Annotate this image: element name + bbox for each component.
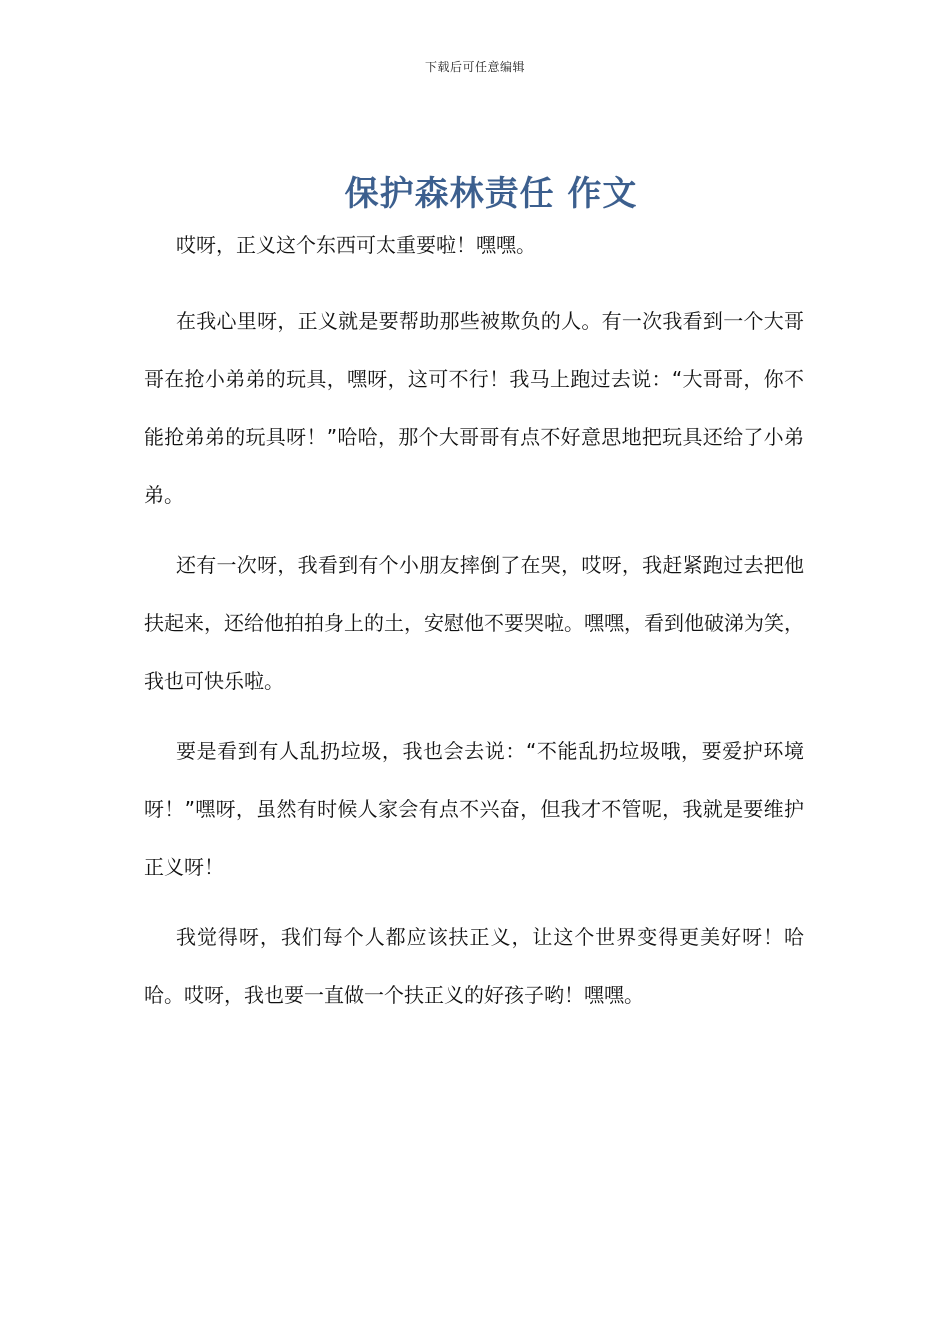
document-body <box>144 222 804 1036</box>
paragraph-3: 还有一次呀，我看到有个小朋友摔倒了在哭，哎呀，我赶紧跑过去把他扶起来，还给他拍拍身上的土，安慰他不要哭啦。嘿嘿，看到他破涕为笑，我也可快乐啦。 <box>144 553 804 693</box>
paragraph-1: 哎呀，正义这个东西可太重要啦！嘿嘿。 <box>176 233 536 257</box>
paragraph-2: 在我心里呀，正义就是要帮助那些被欺负的人。有一次我看到一个大哥哥在抢小弟弟的玩具，嘿呀，这可不行！我马上跑过去说：“大哥哥，你不能抢弟弟的玩具呀！”哈哈，那个大哥哥有点不好意思地把玩具还给了小弟弟。 <box>144 309 804 507</box>
header-note: 下载后可任意编辑 <box>424 60 525 74</box>
paragraph-4: 要是看到有人乱扔垃圾，我也会去说：“不能乱扔垃圾哦，要爱护环境呀！”嘿呀，虽然有时候人家会有点不兴奋，但我才不管呢，我就是要维护正义呀！ <box>144 739 804 879</box>
document-title: 保护森林责任 作文 <box>344 174 638 214</box>
paragraph-5: 我觉得呀，我们每个人都应该扶正义，让这个世界变得更美好呀！哈哈。哎呀，我也要一直做一个扶正义的好孩子哟！嘿嘿。 <box>144 925 804 1007</box>
